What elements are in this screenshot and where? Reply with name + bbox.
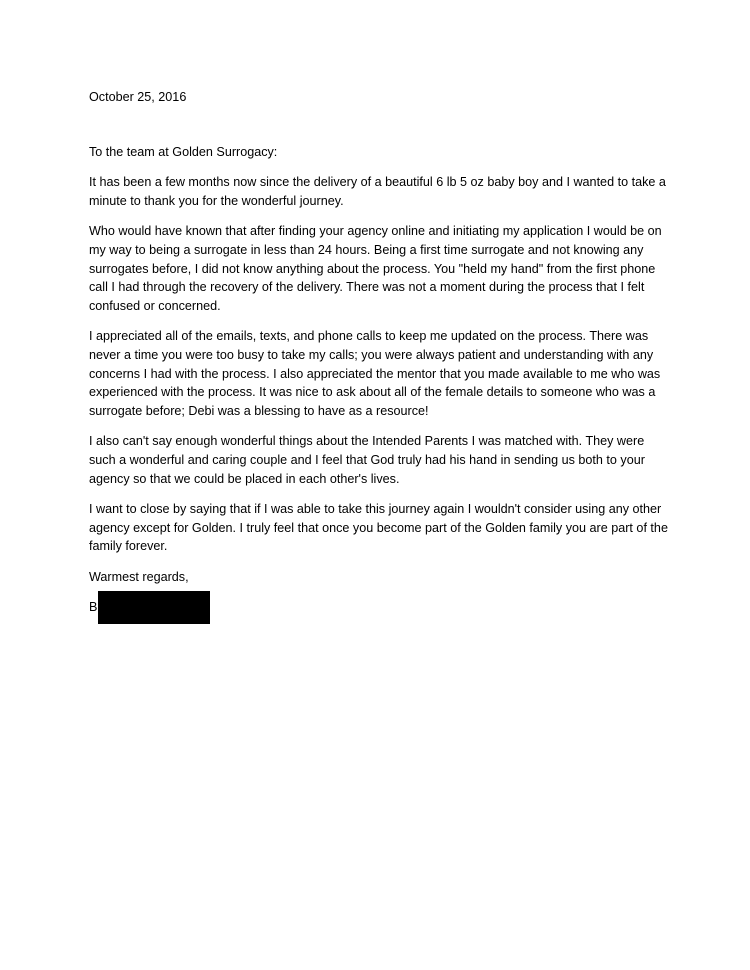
letter-salutation: To the team at Golden Surrogacy: xyxy=(89,144,278,159)
letter-date: October 25, 2016 xyxy=(89,90,187,104)
paragraph-intended-parents: I also can't say enough wonderful things about the Intended Parents I was matched with. They were such a wonderful and caring couple and I feel that God truly had his hand in sending us both to your agency so that we could be placed in each other's lives. xyxy=(89,434,645,486)
signature-initial: B xyxy=(89,600,98,615)
paragraph-communication: I appreciated all of the emails, texts, and phone calls to keep me updated on the process. There was never a time you were too busy to take my calls; you were always patient and understanding with any concerns I had with the process. I also appreciated the mentor that you made available to me who was experienced with the process. It was nice to ask about all of the female details to someone who was a surrogate before; Debi was a blessing to have as a resource! xyxy=(89,329,661,418)
signature-redaction-box xyxy=(98,591,210,624)
paragraph-closing-remarks: I want to close by saying that if I was able to take this journey again I wouldn't consider using any other agency except for Golden. I truly feel that once you become part of the Golden family you are part of the family forever. xyxy=(89,502,668,554)
letter-closing: Warmest regards, xyxy=(89,569,189,584)
paragraph-thanks: It has been a few months now since the delivery of a beautiful 6 lb 5 oz baby boy and I wanted to take a minute to thank you for the wonderful journey. xyxy=(89,175,666,208)
paragraph-application: Who would have known that after finding your agency online and initiating my application I would be on my way to being a surrogate in less than 24 hours. Being a first time surrogate and not knowing any surrogates before, I did not know anything about the process. You "held my hand" from the first phone call I had through the recovery of the delivery. There was not a moment during the process that I felt confused or concerned. xyxy=(89,224,662,313)
signature xyxy=(89,590,669,624)
letter-body xyxy=(89,88,669,624)
